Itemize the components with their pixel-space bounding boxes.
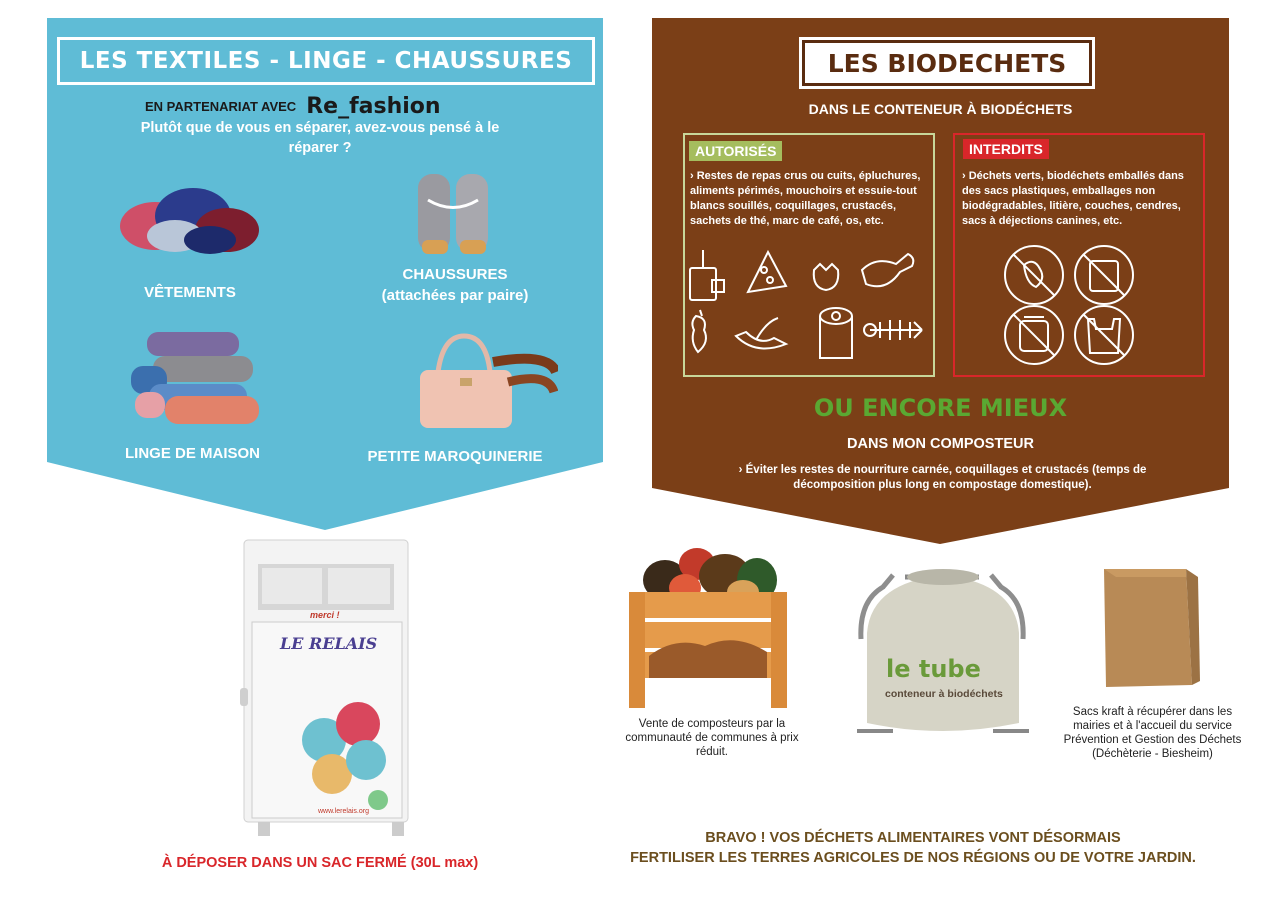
clothes-illustration [115,178,265,258]
autorises-text: › Restes de repas crus ou cuits, épluchures, aliments périmés, mouchoirs et essuie-tout blancs souillés, coquillages, crustacés, sachets de thé, marc de café, os, etc. [690,170,921,227]
le-tube-logo: le tube [886,655,981,683]
le-tube-illustration [853,553,1033,738]
partner-line [145,93,441,119]
deposit-note: À DÉPOSER DANS UN SAC FERMÉ (30L max) [161,855,479,871]
better-title: OU ENCORE MIEUX [813,394,1068,422]
container-slot-text: merci ! [310,610,340,620]
interdits-tag: INTERDITS [963,139,1049,159]
refashion-logo: Re_fashion [306,93,441,119]
caption-sacs: Sacs kraft à récupérer dans les mairies et à l'accueil du service Prévention et Gestion des Déchets (Déchèterie - Biesheim) [1063,706,1242,760]
label-chaussures [355,264,555,306]
label-chaussures-line1: CHAUSSURES [402,266,508,283]
textile-container-illustration [238,538,414,838]
composteur-text: › Éviter les restes de nourriture carnée, coquillages et crustacés (temps de décomposition plus long en compostage domestique). [738,464,1147,491]
caption-composteurs: Vente de composteurs par la communauté de communes à prix réduit. [625,718,799,758]
le-tube-label: conteneur à biodéchets [885,688,1003,700]
label-maroquinerie: PETITE MAROQUINERIE [367,448,543,465]
bravo-line2: FERTILISER LES TERRES AGRICOLES DE NOS RÉGIONS OU DE VOTRE JARDIN. [630,850,1196,866]
biodechets-subtitle: DANS LE CONTENEUR À BIODÉCHETS [808,101,1073,117]
textiles-title: LES TEXTILES - LINGE - CHAUSSURES [57,37,595,85]
bag-illustration [398,332,558,432]
autorises-icons [686,246,930,366]
composteur-title: DANS MON COMPOSTEUR [847,436,1034,452]
container-url: www.lerelais.org [318,808,369,815]
biodechets-title: LES BIODECHETS [802,40,1092,86]
autorises-tag: AUTORISÉS [689,141,782,161]
label-linge: LINGE DE MAISON [124,445,260,462]
le-relais-logo: LE RELAIS [280,634,378,653]
towels-illustration [125,328,260,428]
shoes-illustration [408,170,498,258]
compost-crate-illustration [625,528,790,708]
label-chaussures-line2: (attachées par paire) [381,287,529,304]
bravo-line1: BRAVO ! VOS DÉCHETS ALIMENTAIRES VONT DÉSORMAIS [705,830,1121,846]
interdits-icons [1000,243,1140,367]
partner-prefix: EN PARTENARIAT AVEC [145,98,297,114]
interdits-text: › Déchets verts, biodéchets emballés dans des sacs plastiques, emballages non biodégradables, litière, couches, cendres, sacs à déjections canines, etc. [962,170,1184,227]
kraft-bag-illustration [1100,563,1204,693]
label-vetements: VÊTEMENTS [144,284,236,301]
textiles-intro: Plutôt que de vous en séparer, avez-vous pensé à le réparer ? [140,120,500,156]
bravo-message [580,828,1246,868]
